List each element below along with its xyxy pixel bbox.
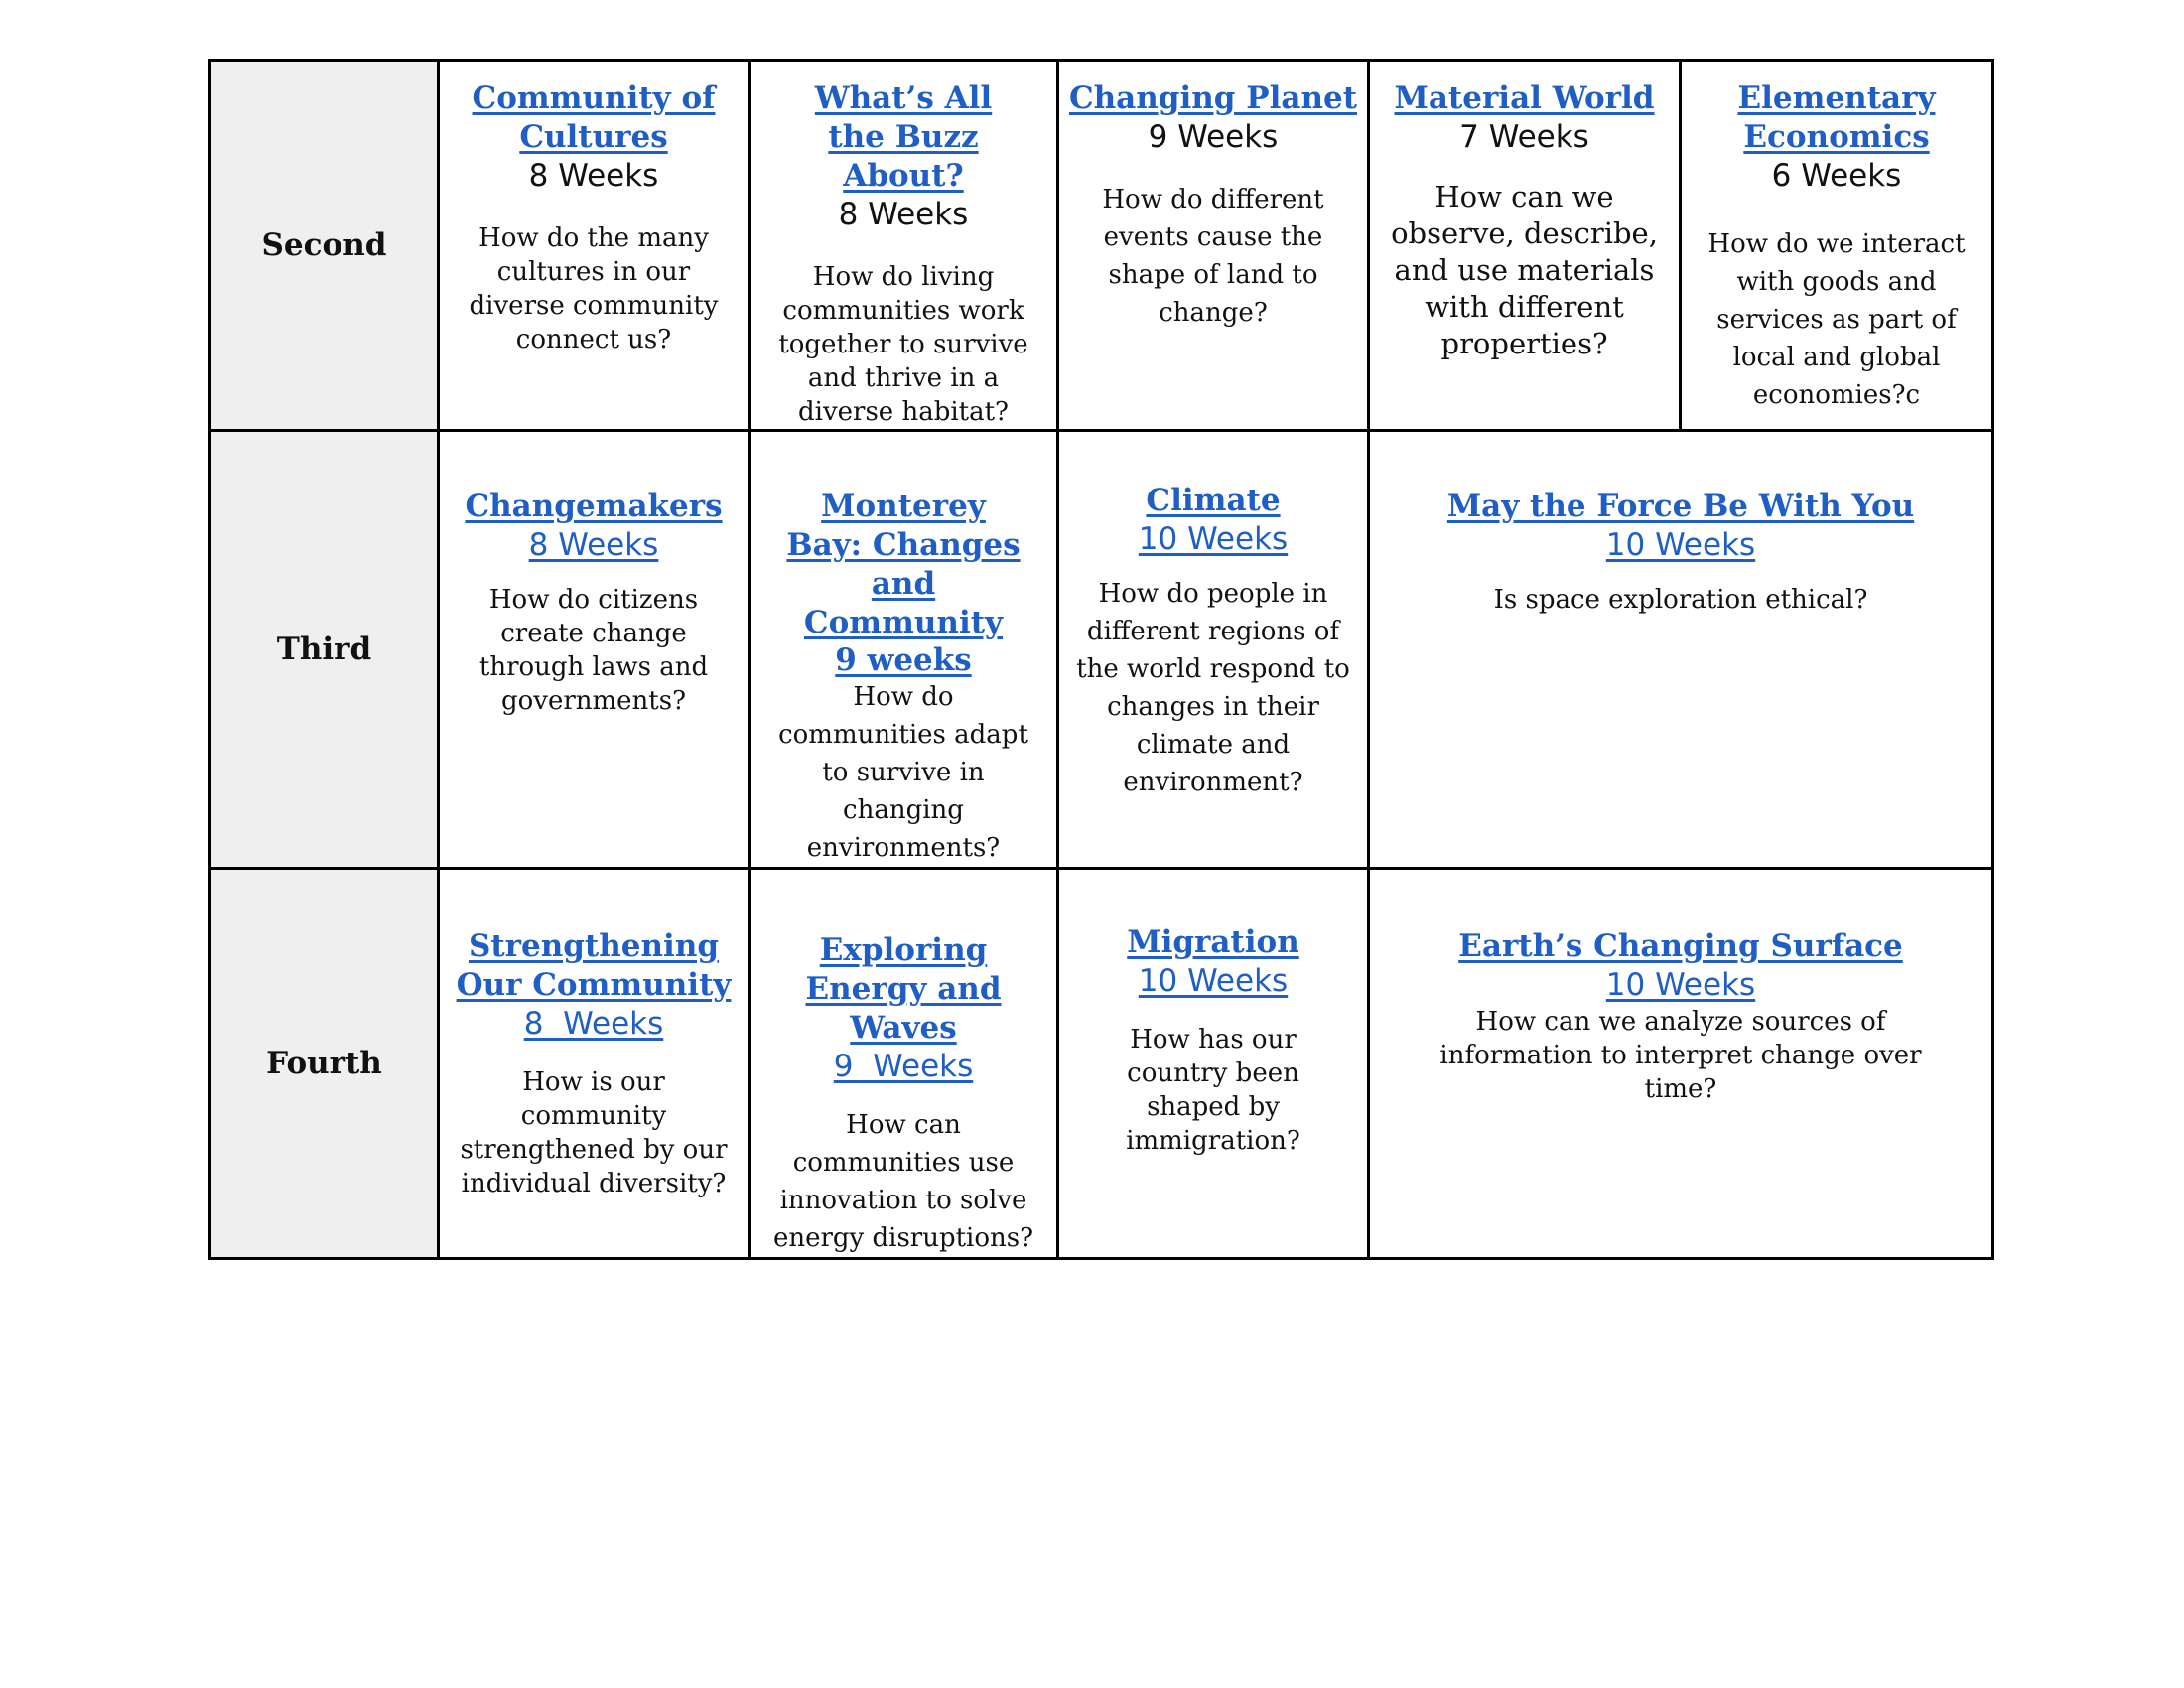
unit-title-link[interactable]: May the Force Be With You [1446, 489, 1915, 524]
unit-weeks-link[interactable]: 9 Weeks [833, 1049, 974, 1084]
unit-weeks: 6 Weeks [1771, 158, 1902, 194]
unit-title-link[interactable]: Changing Planet [1068, 80, 1358, 116]
unit-cell [1681, 61, 1993, 431]
unit-question: How can we analyze sources of information to interpret change over time? [1439, 1007, 1922, 1104]
unit-cell [1369, 431, 1993, 869]
unit-cell [439, 431, 750, 869]
unit-question: How can communities use innovation to solve energy disruptions? [772, 1110, 1034, 1253]
unit-question: How do living communities work together to survive and thrive in a diverse habitat? [778, 262, 1028, 427]
unit-title-link[interactable]: What’s All the Buzz About? [814, 80, 993, 194]
grade-row-fourth [210, 869, 1993, 1259]
unit-cell [1369, 869, 1993, 1259]
grade-row-second [210, 61, 1993, 431]
curriculum-table [208, 59, 1994, 1260]
unit-title-link[interactable]: Changemakers [465, 489, 723, 524]
unit-weeks: 7 Weeks [1459, 119, 1589, 155]
unit-cell [1058, 869, 1369, 1259]
unit-cell [1369, 61, 1681, 431]
unit-weeks-link[interactable]: 10 Weeks [1138, 963, 1289, 999]
grade-label: Third [210, 431, 439, 869]
unit-title-link[interactable]: Exploring Energy and Waves [805, 932, 1002, 1046]
grade-label: Fourth [210, 869, 439, 1259]
unit-title-link[interactable]: Climate [1146, 483, 1281, 518]
unit-title-link[interactable]: Migration [1127, 924, 1299, 960]
unit-question: Is space exploration ethical? [1493, 585, 1868, 615]
unit-cell [750, 61, 1058, 431]
unit-cell [1058, 61, 1369, 431]
grade-label: Second [210, 61, 439, 431]
unit-weeks: 8 Weeks [528, 158, 659, 194]
unit-cell [750, 431, 1058, 869]
unit-weeks-link[interactable]: 10 Weeks [1605, 967, 1756, 1003]
unit-cell [439, 869, 750, 1259]
unit-title-link[interactable]: Material World [1394, 80, 1655, 116]
unit-weeks: 9 Weeks [1148, 119, 1279, 155]
unit-title-link[interactable]: Community of Cultures [472, 80, 716, 155]
unit-weeks-link[interactable]: 8 Weeks [528, 527, 659, 563]
unit-question: How do different events cause the shape of land to change? [1102, 185, 1324, 328]
grade-row-third [210, 431, 1993, 869]
unit-weeks-link[interactable]: 10 Weeks [1138, 521, 1289, 557]
unit-cell [439, 61, 750, 431]
unit-question: How has our country been shaped by immigration? [1126, 1025, 1300, 1156]
unit-question: How can we observe, describe, and use materials with different properties? [1391, 180, 1658, 360]
unit-weeks-link[interactable]: 10 Weeks [1605, 527, 1756, 563]
unit-question: How do the many cultures in our diverse community connect us? [469, 223, 719, 354]
unit-title-link[interactable]: Elementary Economics [1737, 80, 1936, 155]
unit-question: How do citizens create change through laws and governments? [478, 585, 709, 716]
unit-cell [1058, 431, 1369, 869]
unit-title-link[interactable]: Strengthening Our Community [456, 928, 732, 1003]
unit-weeks-link[interactable]: 8 Weeks [523, 1006, 664, 1042]
unit-weeks-link[interactable]: 9 weeks [835, 642, 972, 678]
unit-question: How do people in different regions of the world respond to changes in their climate and environment? [1076, 579, 1350, 797]
unit-question: How do communities adapt to survive in changing environments? [778, 682, 1028, 863]
unit-title-link[interactable]: Earth’s Changing Surface [1458, 928, 1903, 964]
unit-weeks: 8 Weeks [838, 197, 969, 232]
unit-cell [750, 869, 1058, 1259]
unit-question: How do we interact with goods and services as part of local and global economies?c [1707, 229, 1966, 410]
unit-title-link[interactable]: Monterey Bay: Changes and Community [786, 489, 1021, 640]
unit-question: How is our community strengthened by our individual diversity? [460, 1067, 728, 1198]
